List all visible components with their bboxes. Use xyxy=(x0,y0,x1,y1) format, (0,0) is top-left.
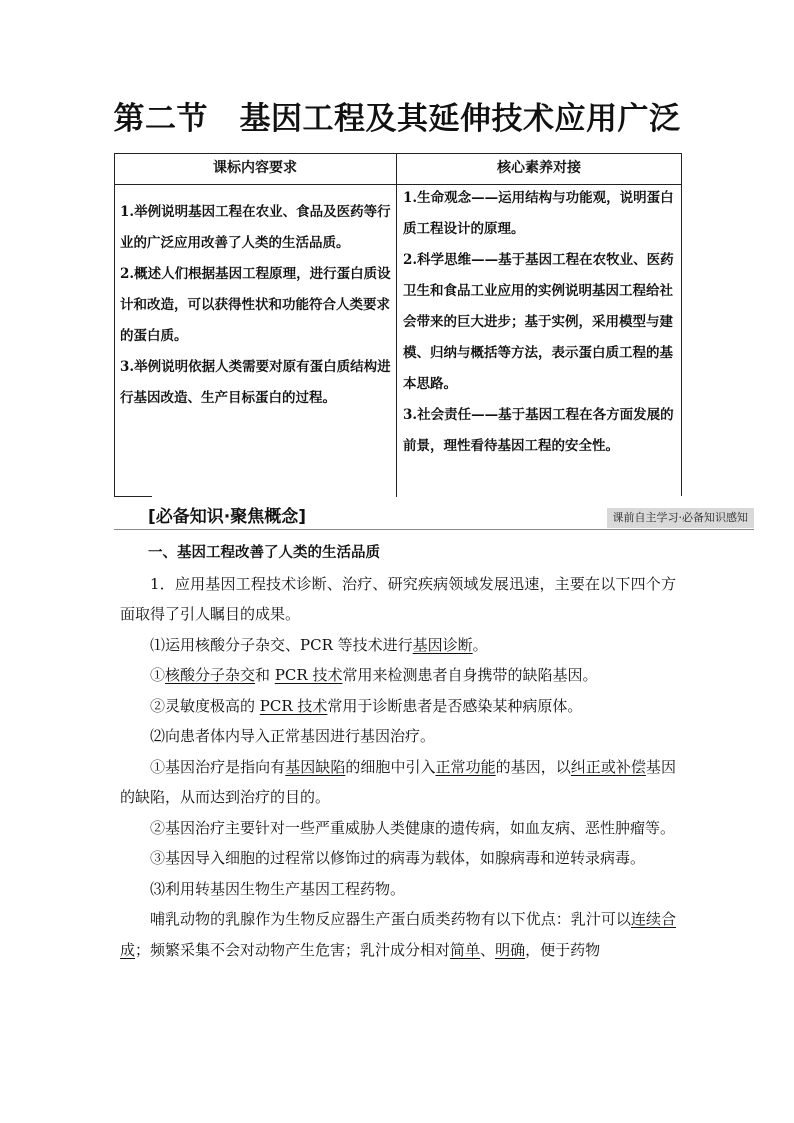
paragraph xyxy=(120,660,676,691)
standard-item: 3.举例说明依据人类需要对原有蛋白质结构进行基因改造、生产目标蛋白的过程。 xyxy=(120,359,391,406)
table-column-divider xyxy=(396,153,397,497)
standards-cell xyxy=(120,197,392,414)
text-run: 、 xyxy=(480,940,496,959)
curriculum-standards-table xyxy=(114,153,682,497)
key-term: 纠正或补偿 xyxy=(570,757,646,776)
main-content xyxy=(120,538,676,965)
paragraph xyxy=(120,752,676,813)
text-run: ②灵敏度极高的 xyxy=(150,696,260,715)
key-term: PCR 技术 xyxy=(274,666,343,684)
text-run: ，便于药物 xyxy=(525,940,601,959)
paragraph: ②基因治疗主要针对一些严重威胁人类健康的遗传病，如血友病、恶性肿瘤等。 xyxy=(150,818,676,837)
competency-item: 2.科学思维——基于基因工程在农牧业、医药卫生和食品工业应用的实例说明基因工程给社会带来的巨大进步；基于实例，采用模型与建模、归纳与概括等方法，表示蛋白质工程的基本思路。 xyxy=(403,252,674,392)
table-bottom-stub xyxy=(114,496,152,497)
key-term: 明确 xyxy=(495,940,526,959)
text-run: 。 xyxy=(472,635,488,654)
competencies-cell xyxy=(403,183,679,462)
competency-item: 3.社会责任——基于基因工程在各方面发展的前景，理性看待基因工程的安全性。 xyxy=(403,407,674,454)
text-run: 基因的缺陷，从而达到治疗的目的。 xyxy=(120,757,676,806)
paragraph xyxy=(120,904,676,965)
paragraph: ③基因导入细胞的过程常以修饰过的病毒为载体，如腺病毒和逆转录病毒。 xyxy=(150,849,646,867)
paragraph: ⑶利用转基因生物生产基因工程药物。 xyxy=(150,879,406,898)
section-label: [必备知识·聚焦概念] xyxy=(148,507,306,527)
key-term: 正常功能 xyxy=(435,757,496,776)
content-heading: 一、基因工程改善了人类的生活品质 xyxy=(148,545,380,561)
text-run: 和 xyxy=(255,666,275,684)
table-header-competencies: 核心素养对接 xyxy=(497,160,581,176)
key-term: 简单 xyxy=(450,940,481,959)
key-term: 连续合成 xyxy=(120,910,676,959)
section-rule xyxy=(114,529,754,530)
standard-item: 1.举例说明基因工程在农业、食品及医药等行业的广泛应用改善了人类的生活品质。 xyxy=(120,204,391,251)
text-run: ⑴运用核酸分子杂交、PCR 等技术进行 xyxy=(150,635,413,654)
text-run: 哺乳动物的乳腺作为生物反应器生产蛋白质类药物有以下优点：乳汁可以 xyxy=(150,910,631,928)
text-run: 常用于诊断患者是否感染某种病原体。 xyxy=(327,696,583,715)
text-run: 的基因，以 xyxy=(495,757,571,776)
text-run: ①基因治疗是指向有 xyxy=(150,757,286,776)
section-tag: 课前自主学习·必备知识感知 xyxy=(607,508,755,528)
key-term: 基因诊断 xyxy=(412,635,473,654)
paragraph: 1．应用基因工程技术诊断、治疗、研究疾病领域发展迅速，主要在以下四个方面取得了引人瞩目的成果。 xyxy=(120,574,676,623)
key-term: PCR 技术 xyxy=(259,696,328,715)
standard-item: 2.概述人们根据基因工程原理，进行蛋白质设计和改造，可以获得性状和功能符合人类要求的蛋白质。 xyxy=(120,266,391,344)
key-term: 基因缺陷 xyxy=(285,757,346,776)
page-title: 第二节 基因工程及其延伸技术应用广泛 xyxy=(113,101,681,137)
text-run: ① xyxy=(150,666,166,684)
table-header-standards: 课标内容要求 xyxy=(213,160,297,176)
text-run: 的细胞中引入 xyxy=(345,757,436,776)
text-run: ；频繁采集不会对动物产生危害；乳汁成分相对 xyxy=(135,940,451,959)
key-term: 核酸分子杂交 xyxy=(165,666,256,684)
competency-item: 1.生命观念——运用结构与功能观，说明蛋白质工程设计的原理。 xyxy=(403,190,674,237)
paragraph: ⑵向患者体内导入正常基因进行基因治疗。 xyxy=(150,727,436,745)
section-header xyxy=(114,500,754,532)
paragraph xyxy=(120,630,676,661)
paragraph xyxy=(120,691,676,722)
text-run: 常用来检测患者自身携带的缺陷基因。 xyxy=(342,666,598,684)
